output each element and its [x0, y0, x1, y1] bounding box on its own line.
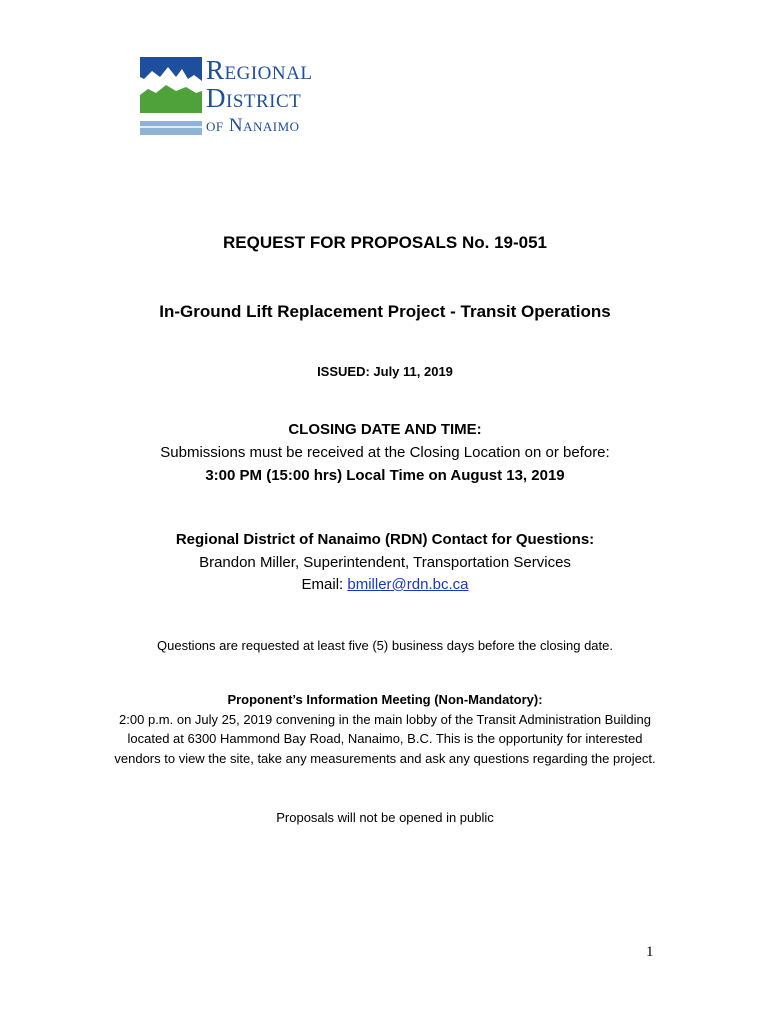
email-label: Email:: [301, 576, 348, 593]
questions-note: Questions are requested at least five (5) business days before the closing date.: [157, 638, 613, 653]
meeting-line-1: 2:00 p.m. on July 25, 2019 convening in the main lobby of the Transit Administration Building: [119, 712, 651, 727]
email-link[interactable]: bmiller@rdn.bc.ca: [347, 576, 469, 593]
meeting-line-3: vendors to view the site, take any measurements and ask any questions regarding the project.: [114, 751, 656, 766]
closing-heading: CLOSING DATE AND TIME:: [288, 421, 482, 438]
rdn-logo-wordmark: [206, 57, 312, 136]
closing-text: Submissions must be received at the Closing Location on or before:: [160, 444, 610, 461]
contact-heading: Regional District of Nanaimo (RDN) Contact for Questions:: [175, 531, 595, 548]
contact-email-line: [0, 576, 770, 593]
rdn-logo-emblem-icon: [138, 55, 204, 140]
page-number: 1: [646, 944, 654, 960]
meeting-line-2: located at 6300 Hammond Bay Road, Nanaimo, B.C. This is the opportunity for interested: [127, 731, 643, 746]
not-opened-note: Proposals will not be opened in public: [276, 810, 494, 825]
project-title: In-Ground Lift Replacement Project - Transit Operations: [159, 302, 611, 321]
meeting-heading: Proponent’s Information Meeting (Non-Mandatory):: [227, 692, 543, 707]
rdn-logo: [138, 55, 338, 140]
rfp-title: REQUEST FOR PROPOSALS No. 19-051: [222, 233, 547, 252]
issued-date: ISSUED: July 11, 2019: [317, 364, 453, 379]
closing-time: 3:00 PM (15:00 hrs) Local Time on August 13, 2019: [205, 467, 565, 484]
logo-line-2: District: [206, 83, 302, 113]
logo-line-3: of Nanaimo: [206, 115, 300, 136]
contact-name: Brandon Miller, Superintendent, Transportation Services: [199, 554, 571, 571]
logo-line-1: Regional: [206, 55, 313, 85]
